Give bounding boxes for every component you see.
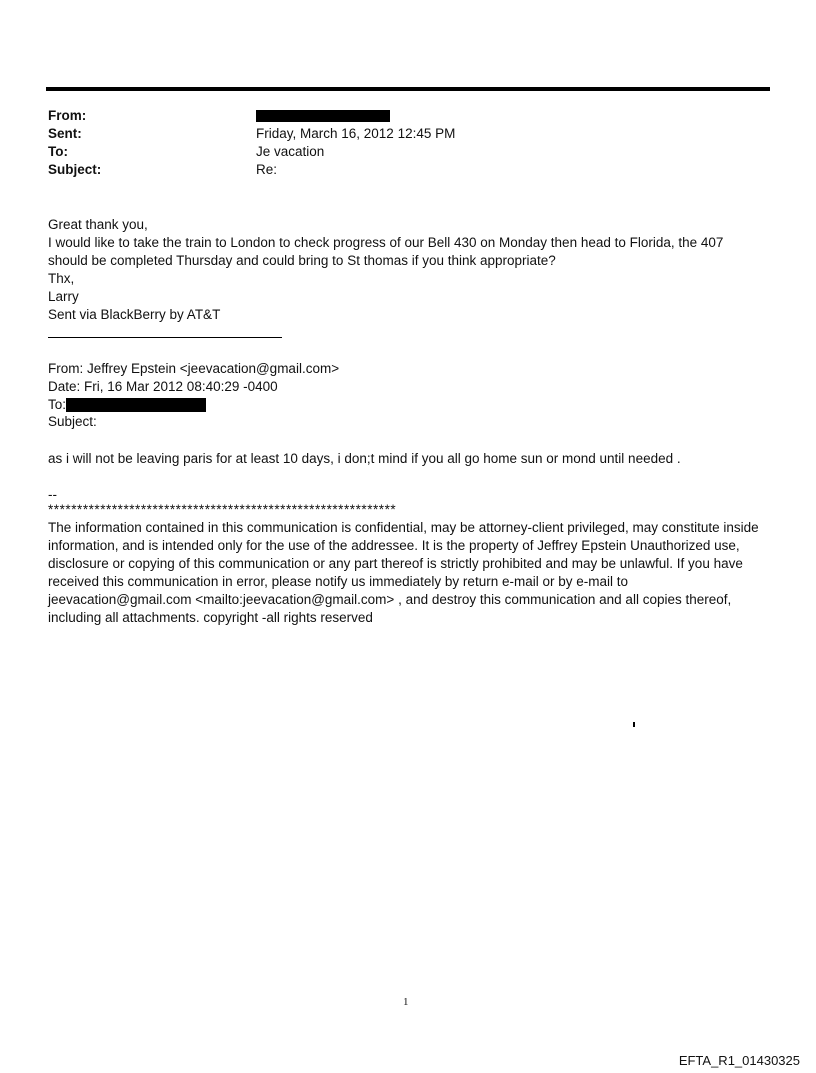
quoted-to-row — [48, 396, 773, 414]
to-label: To: — [48, 144, 68, 159]
subject-label: Subject: — [48, 162, 102, 177]
quoted-to-redacted — [66, 398, 206, 412]
reply-line: Great thank you, — [48, 217, 148, 232]
subject-value: Re: — [256, 162, 278, 177]
signature-dash: -- — [48, 487, 57, 502]
quote-separator — [48, 337, 282, 338]
quoted-subject: Subject: — [48, 414, 97, 429]
star-divider: ************************************************************ — [48, 502, 397, 517]
quoted-to-label: To: — [48, 397, 67, 412]
quoted-from: From: Jeffrey Epstein <jeevacation@gmail.com> — [48, 361, 340, 376]
sent-value: Friday, March 16, 2012 12:45 PM — [256, 126, 456, 141]
quoted-date: Date: Fri, 16 Mar 2012 08:40:29 -0400 — [48, 379, 278, 394]
confidentiality-disclaimer: The information contained in this communication is confidential, may be attorney-client privileged, may constitute inside information, and is intended only for the use of the addressee. It is the property of Jeffrey Epstein Unauthorized use, disclosure or copying of this communication or any part thereof is strictly prohibited and may be unlawful. If you have received this communication in error, please notify us immediately by return e-mail or by e-mail to jeevacation@gmail.com <mailto:jeevacation@gmail.com> , and destroy this communication and all copies thereof, including all attachments. copyright -all rights reserved — [48, 520, 759, 625]
header-rule — [46, 87, 770, 91]
scan-speck — [633, 722, 635, 727]
quoted-message-text: as i will not be leaving paris for at least 10 days, i don;t mind if you all go home sun or mond until needed . — [48, 451, 681, 466]
reply-line: Larry — [48, 289, 79, 304]
from-value-redacted — [256, 107, 390, 125]
reply-line: Sent via BlackBerry by AT&T — [48, 307, 221, 322]
reply-line: Thx, — [48, 271, 75, 286]
from-label: From: — [48, 108, 87, 123]
to-value: Je vacation — [256, 144, 325, 159]
page-number: 1 — [403, 996, 409, 1008]
reply-line: I would like to take the train to London to check progress of our Bell 430 on Monday then head to Florida, the 407 — [48, 235, 724, 250]
sent-label: Sent: — [48, 126, 82, 141]
document-id: EFTA_R1_01430325 — [678, 1053, 800, 1068]
reply-line: should be completed Thursday and could bring to St thomas if you think appropriate? — [48, 253, 556, 268]
